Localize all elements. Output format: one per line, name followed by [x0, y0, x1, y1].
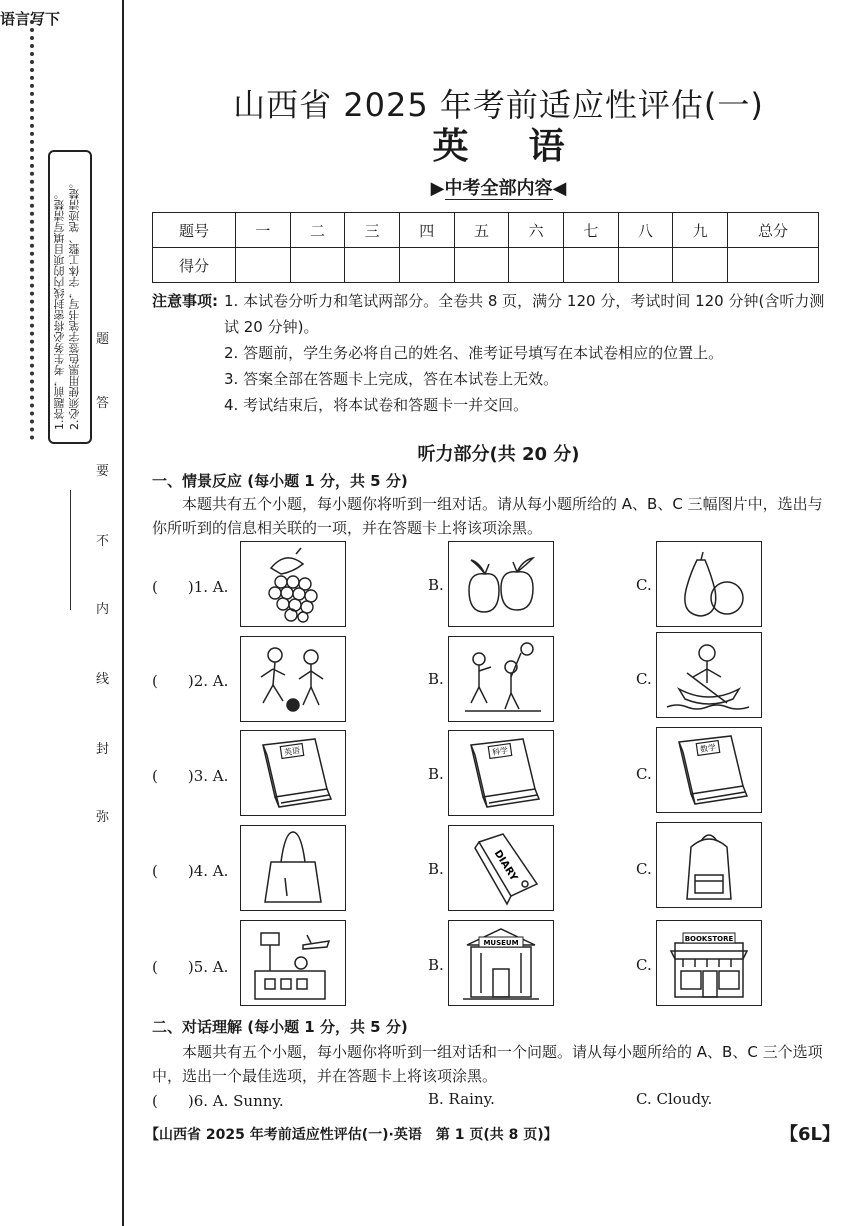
q4-option-b-image[interactable] — [448, 825, 554, 911]
option-b-label: B. — [428, 576, 444, 594]
q5-option-b-image[interactable] — [448, 920, 554, 1006]
volleyball-players-icon — [449, 637, 553, 721]
seal-char: 线 — [96, 672, 110, 687]
exam-notes — [152, 288, 832, 418]
question-5-label: ( )5. A. — [152, 958, 229, 976]
margin-seal-line — [122, 0, 124, 1226]
math-book-icon — [657, 728, 761, 812]
q6-option-c: C. Cloudy. — [636, 1090, 713, 1108]
q4-option-a-image[interactable] — [240, 825, 346, 911]
notice-line-1: 1.答题前，考生务必将密封线内的项目填写清楚。 — [53, 188, 66, 430]
question-3-label: ( )3. A. — [152, 767, 229, 785]
q5-option-c-image[interactable] — [656, 920, 762, 1006]
seal-char: 封 — [96, 742, 110, 757]
section1-title: 一、情景反应 (每小题 1 分，共 5 分) — [152, 472, 408, 490]
option-c-label: C. — [636, 670, 652, 688]
q3-option-a-image[interactable] — [240, 730, 346, 816]
diary-label: DIARY — [491, 848, 520, 884]
score-input-cell — [618, 248, 673, 283]
score-input-cell — [290, 248, 345, 283]
section1-instruction: 本题共有五个小题，每小题你将听到一组对话。请从每小题所给的 A、B、C 三幅图片中，选出与你所听到的信息相关联的一项，并在答题卡上将该项涂黑。 — [152, 495, 823, 537]
score-input-cell — [345, 248, 400, 283]
q1-option-c-image[interactable] — [656, 541, 762, 627]
exam-scope-text: 中考全部内容 — [444, 178, 553, 199]
notes-item: 2. 答题前，学生务必将自己的姓名、准考证号填写在本试卷相应的位置上。 — [224, 344, 724, 362]
score-table-score-row — [153, 248, 819, 283]
question-1-label: ( )1. A. — [152, 578, 229, 596]
notes-item: 4. 考试结束后，将本试卷和答题卡一并交回。 — [224, 396, 529, 414]
score-cell: 总分 — [728, 213, 819, 248]
bookstore-sign: BOOKSTORE — [684, 935, 734, 943]
museum-sign: MUSEUM — [483, 939, 519, 947]
q5-option-a-image[interactable] — [240, 920, 346, 1006]
margin-header-text: 语言写下 — [0, 10, 61, 28]
museum-icon — [449, 921, 553, 1005]
score-input-cell — [563, 248, 618, 283]
q3-option-b-image[interactable] — [448, 730, 554, 816]
section2-instruction: 本题共有五个小题，每小题你将听到一组对话和一个问题。请从每小题所给的 A、B、C 三个选项中，选出一个最佳选项，并在答题卡上将该项涂黑。 — [152, 1043, 823, 1085]
page-footer: 【山西省 2025 年考前适应性评估(一)·英语 第 1 页(共 8 页)】 — [145, 1127, 558, 1143]
q2-option-b-image[interactable] — [448, 636, 554, 722]
score-cell: 八 — [618, 213, 673, 248]
question-6-label: ( )6. A. Sunny. — [152, 1092, 284, 1110]
backpack-icon — [657, 823, 761, 907]
english-book-icon — [241, 731, 345, 815]
margin-notice-text — [52, 160, 84, 430]
seal-char: 要 — [96, 464, 110, 479]
score-input-cell — [454, 248, 509, 283]
rowing-boat-icon — [657, 633, 761, 717]
q2-option-a-image[interactable] — [240, 636, 346, 722]
score-cell: 七 — [563, 213, 618, 248]
seal-char: 答 — [96, 396, 110, 411]
diary-book-icon — [449, 826, 553, 910]
score-cell: 二 — [290, 213, 345, 248]
seal-char: 弥 — [96, 810, 110, 825]
book-title-english: 英语 — [283, 745, 301, 758]
score-cell: 九 — [673, 213, 728, 248]
margin-fill-line — [70, 490, 79, 610]
score-cell: 一 — [236, 213, 291, 248]
q6-option-b: B. Rainy. — [428, 1090, 495, 1108]
listening-part-title: 听力部分(共 20 分) — [417, 444, 580, 465]
notes-item: 3. 答案全部在答题卡上完成，答在本试卷上无效。 — [224, 370, 559, 388]
section2-title: 二、对话理解 (每小题 1 分，共 5 分) — [152, 1018, 408, 1036]
book-title-math: 数学 — [699, 742, 717, 755]
seal-char: 内 — [96, 602, 110, 617]
peaches-icon — [449, 542, 553, 626]
option-b-label: B. — [428, 860, 444, 878]
book-title-science: 科学 — [491, 745, 509, 758]
score-cell: 四 — [399, 213, 454, 248]
score-input-cell — [728, 248, 819, 283]
paper-code: 【6L】 — [780, 1124, 840, 1145]
pears-icon — [657, 542, 761, 626]
option-c-label: C. — [636, 765, 652, 783]
margin-dotted-line — [30, 20, 34, 440]
q4-option-c-image[interactable] — [656, 822, 762, 908]
option-b-label: B. — [428, 670, 444, 688]
score-cell: 六 — [509, 213, 564, 248]
score-input-cell — [673, 248, 728, 283]
q1-option-a-image[interactable] — [240, 541, 346, 627]
score-cell: 得分 — [153, 248, 236, 283]
option-c-label: C. — [636, 576, 652, 594]
score-cell: 三 — [345, 213, 400, 248]
seal-char: 不 — [96, 534, 110, 549]
score-cell: 题号 — [153, 213, 236, 248]
question-2-label: ( )2. A. — [152, 672, 229, 690]
score-cell: 五 — [454, 213, 509, 248]
score-table-header-row — [153, 213, 819, 248]
score-table — [152, 212, 819, 283]
football-players-icon — [241, 637, 345, 721]
option-c-label: C. — [636, 860, 652, 878]
seal-char: 题 — [96, 332, 110, 347]
bookstore-icon — [657, 921, 761, 1005]
score-input-cell — [236, 248, 291, 283]
science-book-icon — [449, 731, 553, 815]
grapes-icon — [241, 542, 345, 626]
handbag-icon — [241, 826, 345, 910]
option-b-label: B. — [428, 956, 444, 974]
q3-option-c-image[interactable] — [656, 727, 762, 813]
score-input-cell — [399, 248, 454, 283]
exam-scope: ▶中考全部内容◀ — [430, 178, 567, 199]
page-title: 山西省 2025 年考前适应性评估(一) — [233, 86, 764, 124]
notice-line-2: 2.必须使用黑色签字笔书写，字体工整、笔迹清楚。 — [68, 177, 81, 430]
notes-label: 注意事项: — [152, 292, 218, 310]
option-b-label: B. — [428, 765, 444, 783]
q2-option-c-image[interactable] — [656, 632, 762, 718]
notes-item: 1. 本试卷分听力和笔试两部分。全卷共 8 页，满分 120 分，考试时间 120 分钟(含听力测试 20 分钟)。 — [224, 292, 825, 336]
score-input-cell — [509, 248, 564, 283]
subject-title: 英语 — [432, 126, 625, 167]
q1-option-b-image[interactable] — [448, 541, 554, 627]
question-4-label: ( )4. A. — [152, 862, 229, 880]
airport-icon — [241, 921, 345, 1005]
option-c-label: C. — [636, 956, 652, 974]
